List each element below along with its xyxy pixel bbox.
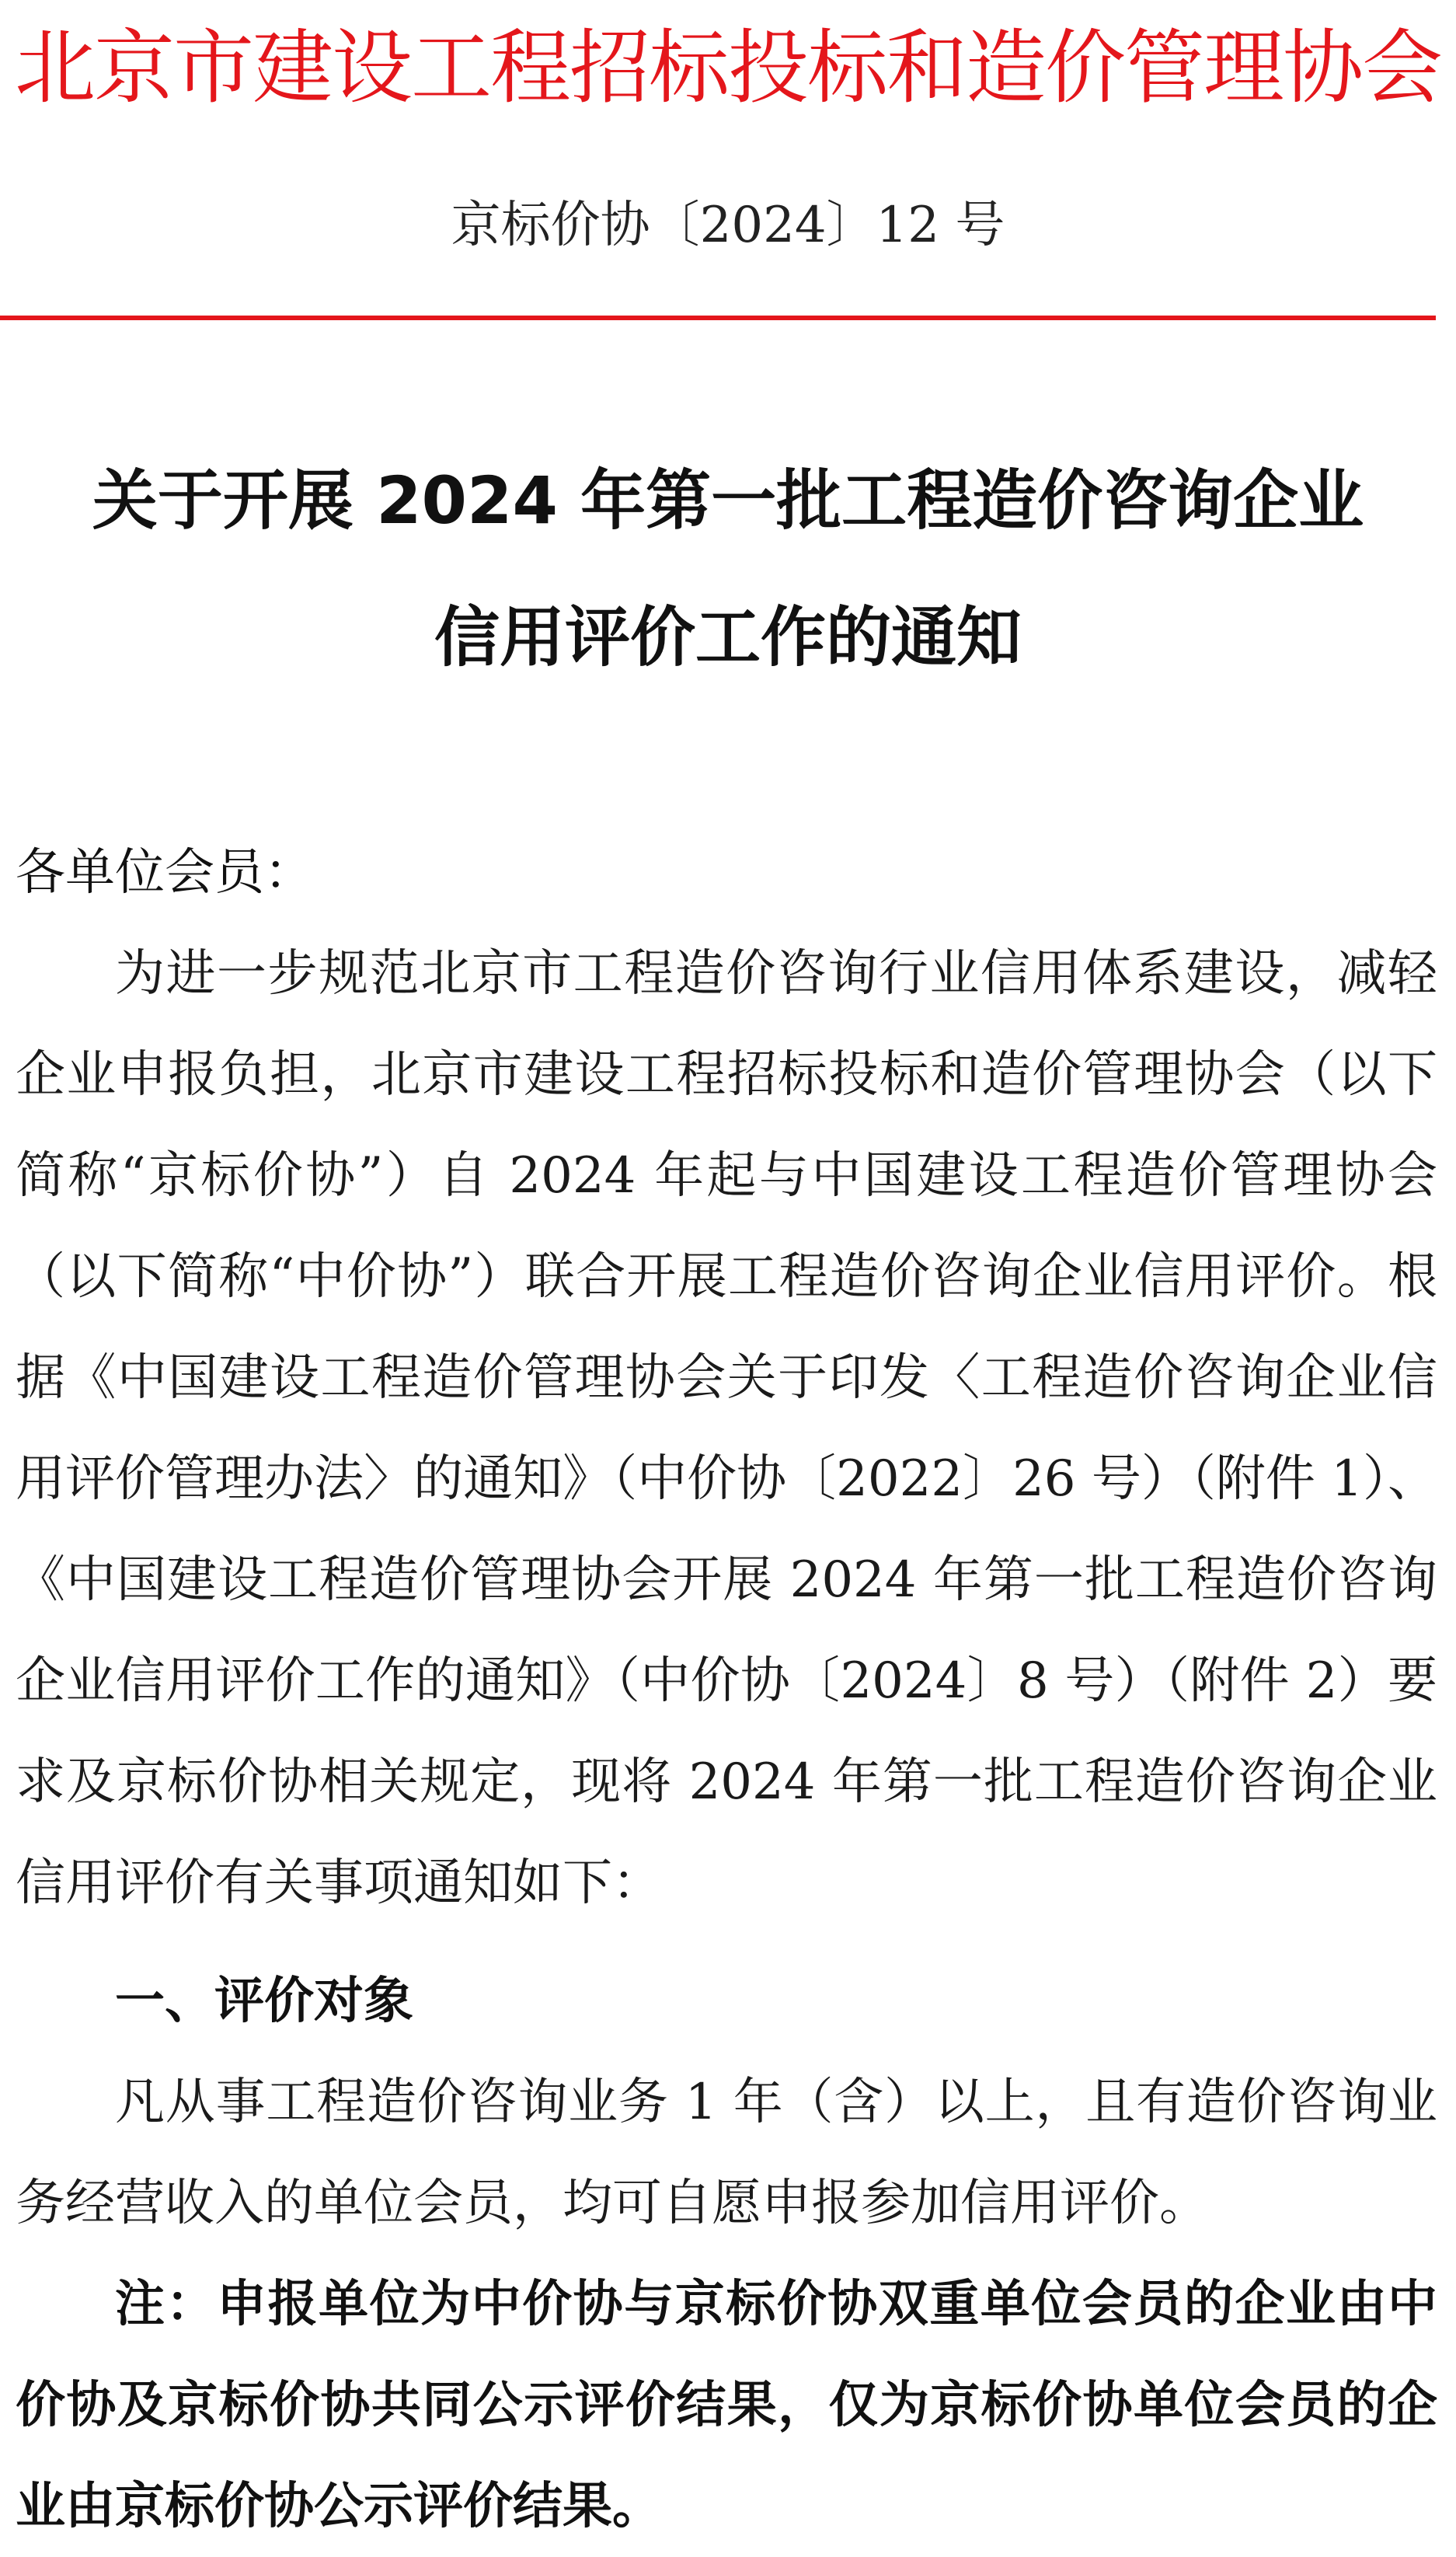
section-heading-evaluation-target: 一、评价对象 <box>115 1972 413 2030</box>
intro-paragraph: 为进一步规范北京市工程造价咨询行业信用体系建设，减轻企业申报负担，北京市建设工程招标投标和造价管理协会（以下简称“京标价协”）自 2024 年起与中国建设工程造价管理协会（以下简称“中价协”）联合开展工程造价咨询企业信用评价。根据《中国建设工程造价管理协会关于印发〈工程造价咨询企业信用评价管理办法〉的通知》（中价协〔2022〕26 号）（附件 1）、《中国建设工程造价管理协会开展 2024 年第一批工程造价咨询企业信用评价工作的通知》（中价协〔2024〕8 号）（附件 2）要求及京标价协相关规定，现将 2024 年第一批工程造价咨询企业信用评价有关事项通知如下： <box>16 945 1437 1912</box>
salutation: 各单位会员： <box>16 844 314 902</box>
organization-header: 北京市建设工程招标投标和造价管理协会 <box>14 20 1441 115</box>
note-label: 注： <box>115 2275 218 2333</box>
note-text: 申报单位为中价协与京标价协双重单位会员的企业由中价协及京标价协共同公示评价结果，仅为京标价协单位会员的企业由京标价协公示评价结果。 <box>16 2275 1438 2535</box>
document-number: 京标价协〔2024〕12 号 <box>451 197 1005 254</box>
evaluation-target-paragraph: 凡从事工程造价咨询业务 1 年（含）以上，且有造价咨询业务经营收入的单位会员，均可自愿申报参加信用评价。 <box>16 2074 1437 2232</box>
red-divider-line <box>0 316 1436 320</box>
document-title-line-1: 关于开展 2024 年第一批工程造价咨询企业 <box>92 462 1364 539</box>
note-paragraph <box>16 2254 1437 2557</box>
document-title-line-2: 信用评价工作的通知 <box>434 599 1022 675</box>
